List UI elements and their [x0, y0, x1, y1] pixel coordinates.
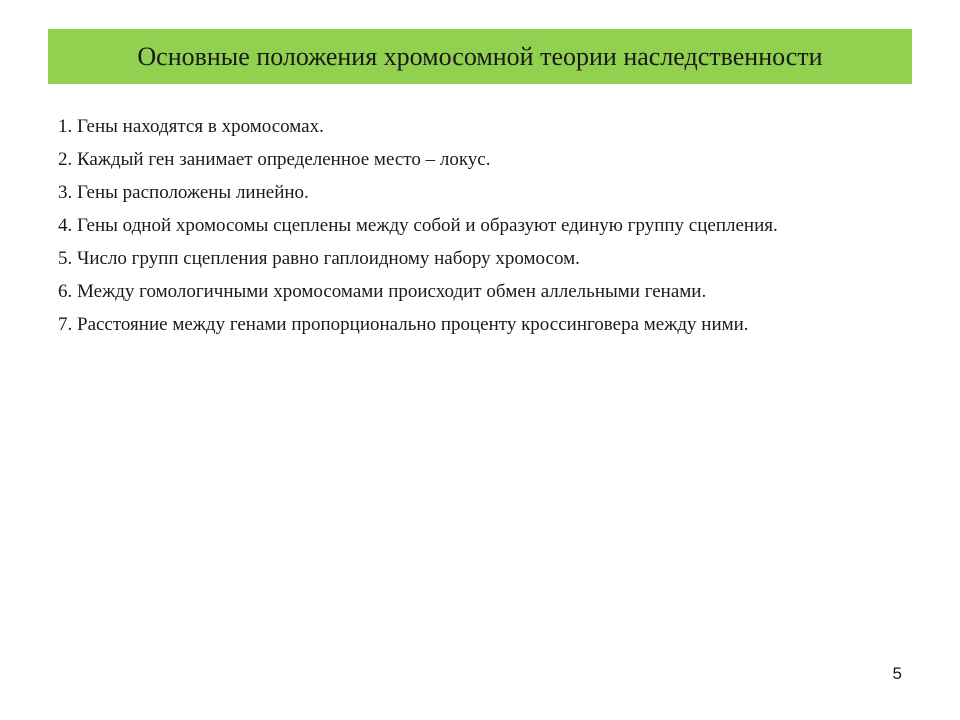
list-item-point-7: 7. Расстояние между генами пропорционально проценту кроссинговера между ними. — [58, 314, 749, 335]
page-number: 5 — [892, 664, 902, 683]
list-item-point-6: 6. Между гомологичными хромосомами происходит обмен аллельными генами. — [58, 281, 707, 302]
list-item-point-4: 4. Гены одной хромосомы сцеплены между собой и образуют единую группу сцепления. — [58, 215, 778, 236]
slide-title: Основные положения хромосомной теории наследственности — [137, 41, 823, 71]
list-item-point-2: 2. Каждый ген занимает определенное место – локус. — [58, 149, 491, 170]
list-item-point-5: 5. Число групп сцепления равно гаплоидному набору хромосом. — [58, 248, 580, 269]
list-item-point-1: 1. Гены находятся в хромосомах. — [58, 116, 324, 137]
list-item-point-3: 3. Гены расположены линейно. — [58, 182, 309, 203]
slide-title-bar — [48, 29, 912, 84]
theory-points-list — [58, 113, 888, 344]
